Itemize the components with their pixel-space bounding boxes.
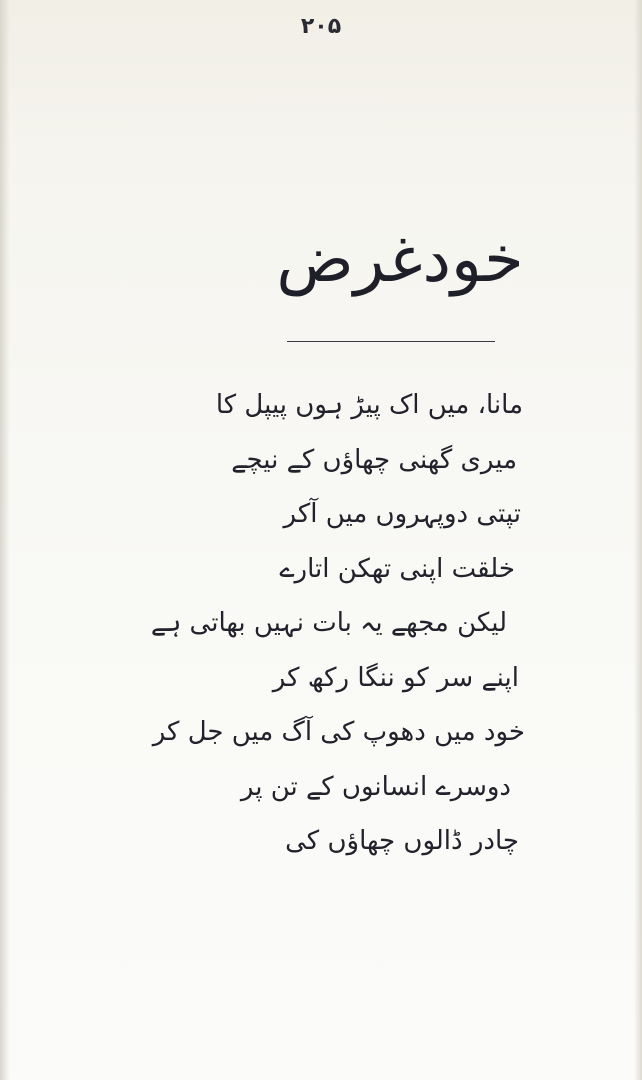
poem-line: لیکن مجھے یہ بات نہیں بھاتی ہے — [150, 608, 507, 638]
poem-line: مانا، میں اک پیڑ ہوں پیپل کا — [215, 390, 523, 420]
page-number: ۲۰۵ — [300, 14, 342, 39]
page-edge-right — [634, 0, 642, 1080]
poem-title: خودغرض — [276, 223, 524, 297]
poem-body — [150, 378, 545, 869]
title-divider — [287, 341, 495, 342]
page-edge-left — [0, 0, 10, 1080]
poem-line: میری گھنی چھاؤں کے نیچے — [231, 444, 517, 475]
poem-line: خود میں دھوپ کی آگ میں جل کر — [152, 717, 525, 747]
poem-line: اپنے سر کو ننگا رکھ کر — [272, 662, 519, 693]
poem-line: چادر ڈالوں چھاؤں کی — [285, 826, 519, 856]
poem-line: دوسرے انسانوں کے تن پر — [240, 771, 511, 802]
poem-line: خلقت اپنی تھکن اتارے — [279, 553, 515, 584]
poem-line: تپتی دوپہروں میں آکر — [283, 499, 521, 529]
